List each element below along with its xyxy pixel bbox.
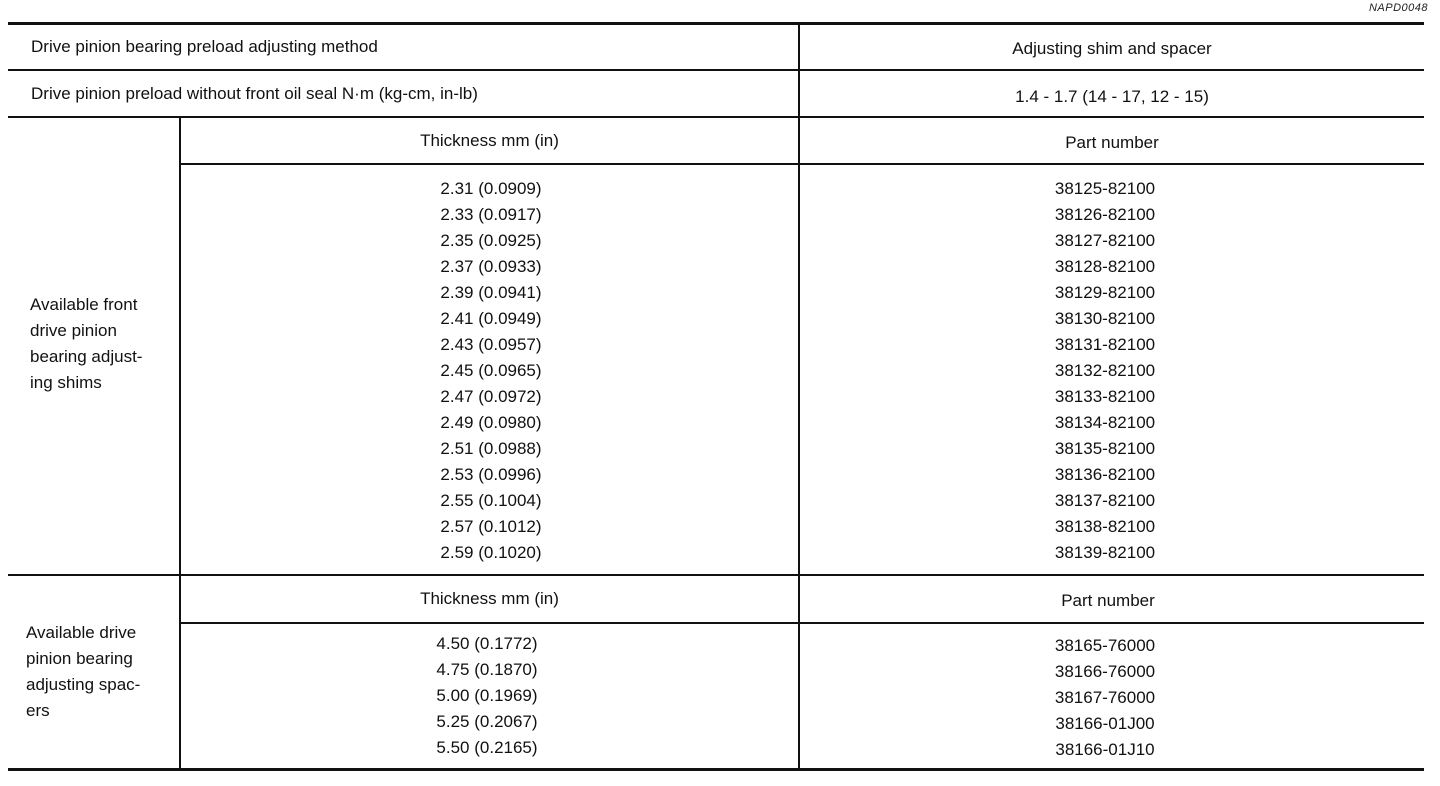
table-cell-thickness: 5.50 (0.2165) (436, 738, 538, 757)
rule-after-method (8, 69, 1424, 71)
shims-thickness-column (181, 176, 801, 566)
table-cell-part: 38125-82100 (1054, 179, 1156, 198)
spacers-thickness-column (181, 631, 793, 761)
table-cell-thickness: 2.41 (0.0949) (440, 309, 542, 328)
table-cell-thickness: 2.47 (0.0972) (440, 387, 542, 406)
spacers-label (26, 620, 140, 724)
table-cell-thickness: 2.45 (0.0965) (440, 361, 542, 380)
rule-shim-header (180, 163, 1424, 165)
table-cell-part: 38139-82100 (1054, 543, 1156, 562)
table-cell-thickness: 2.33 (0.0917) (440, 205, 542, 224)
top-rule (8, 22, 1424, 25)
table-cell-thickness: 2.59 (0.1020) (440, 543, 542, 562)
table-cell-thickness: 2.37 (0.0933) (440, 257, 542, 276)
table-cell-part: 38135-82100 (1054, 439, 1156, 458)
table-cell-thickness: 2.35 (0.0925) (440, 231, 542, 250)
shims-label-line: Available front (30, 295, 138, 314)
bottom-rule (8, 768, 1424, 771)
table-cell-thickness: 4.50 (0.1772) (436, 634, 538, 653)
spacers-thickness-header: Thickness mm (in) (420, 589, 559, 608)
spacers-part-header: Part number (1061, 591, 1155, 610)
shims-label-line: drive pinion (30, 321, 117, 340)
table-cell-thickness: 2.49 (0.0980) (440, 413, 542, 432)
spacers-part-column (800, 633, 1410, 763)
table-cell-part: 38167-76000 (1054, 688, 1156, 707)
table-cell-thickness: 2.43 (0.0957) (440, 335, 542, 354)
table-cell-part: 38166-76000 (1054, 662, 1156, 681)
table-cell-thickness: 2.31 (0.0909) (440, 179, 542, 198)
table-cell-part: 38134-82100 (1054, 413, 1156, 432)
shims-thickness-header: Thickness mm (in) (420, 131, 559, 150)
table-cell-part: 38127-82100 (1054, 231, 1156, 250)
table-cell-part: 38137-82100 (1054, 491, 1156, 510)
table-cell-thickness: 2.53 (0.0996) (440, 465, 542, 484)
table-cell-part: 38136-82100 (1054, 465, 1156, 484)
table-cell-part: 38126-82100 (1054, 205, 1156, 224)
table-cell-part: 38133-82100 (1054, 387, 1156, 406)
table-cell-thickness: 2.39 (0.0941) (440, 283, 542, 302)
table-cell-part: 38165-76000 (1054, 636, 1156, 655)
spacers-label-line: pinion bearing (26, 649, 133, 668)
table-cell-part: 38132-82100 (1054, 361, 1156, 380)
table-cell-thickness: 2.51 (0.0988) (440, 439, 542, 458)
table-cell-part: 38128-82100 (1054, 257, 1156, 276)
table-cell-part: 38129-82100 (1054, 283, 1156, 302)
shims-label-line: ing shims (30, 373, 102, 392)
preload-label: Drive pinion preload without front oil seal N·m (kg-cm, in-lb) (31, 84, 478, 103)
method-label: Drive pinion bearing preload adjusting method (31, 37, 378, 56)
reference-code: NAPD0048 (1368, 2, 1428, 14)
rule-shim-end (8, 574, 1424, 576)
shims-part-column (800, 176, 1410, 566)
spacers-label-line: ers (26, 701, 50, 720)
spacers-label-line: adjusting spac- (26, 675, 141, 694)
preload-value: 1.4 - 1.7 (14 - 17, 12 - 15) (1015, 87, 1209, 106)
table-cell-part: 38166-01J10 (1055, 740, 1155, 759)
table-cell-thickness: 4.75 (0.1870) (436, 660, 538, 679)
shims-label-line: bearing adjust- (30, 347, 143, 366)
table-cell-part: 38166-01J00 (1055, 714, 1155, 733)
table-cell-thickness: 5.25 (0.2067) (436, 712, 538, 731)
table-cell-part: 38130-82100 (1054, 309, 1156, 328)
spacers-label-line: Available drive (26, 623, 137, 642)
shims-label (30, 292, 142, 396)
method-value: Adjusting shim and spacer (1012, 39, 1212, 58)
rule-spacer-header (180, 622, 1424, 624)
table-cell-part: 38138-82100 (1054, 517, 1156, 536)
table-cell-thickness: 2.55 (0.1004) (440, 491, 542, 510)
shims-part-header: Part number (1065, 133, 1159, 152)
table-cell-thickness: 5.00 (0.1969) (436, 686, 538, 705)
table-cell-thickness: 2.57 (0.1012) (440, 517, 542, 536)
rule-after-preload (8, 116, 1424, 118)
table-cell-part: 38131-82100 (1054, 335, 1156, 354)
